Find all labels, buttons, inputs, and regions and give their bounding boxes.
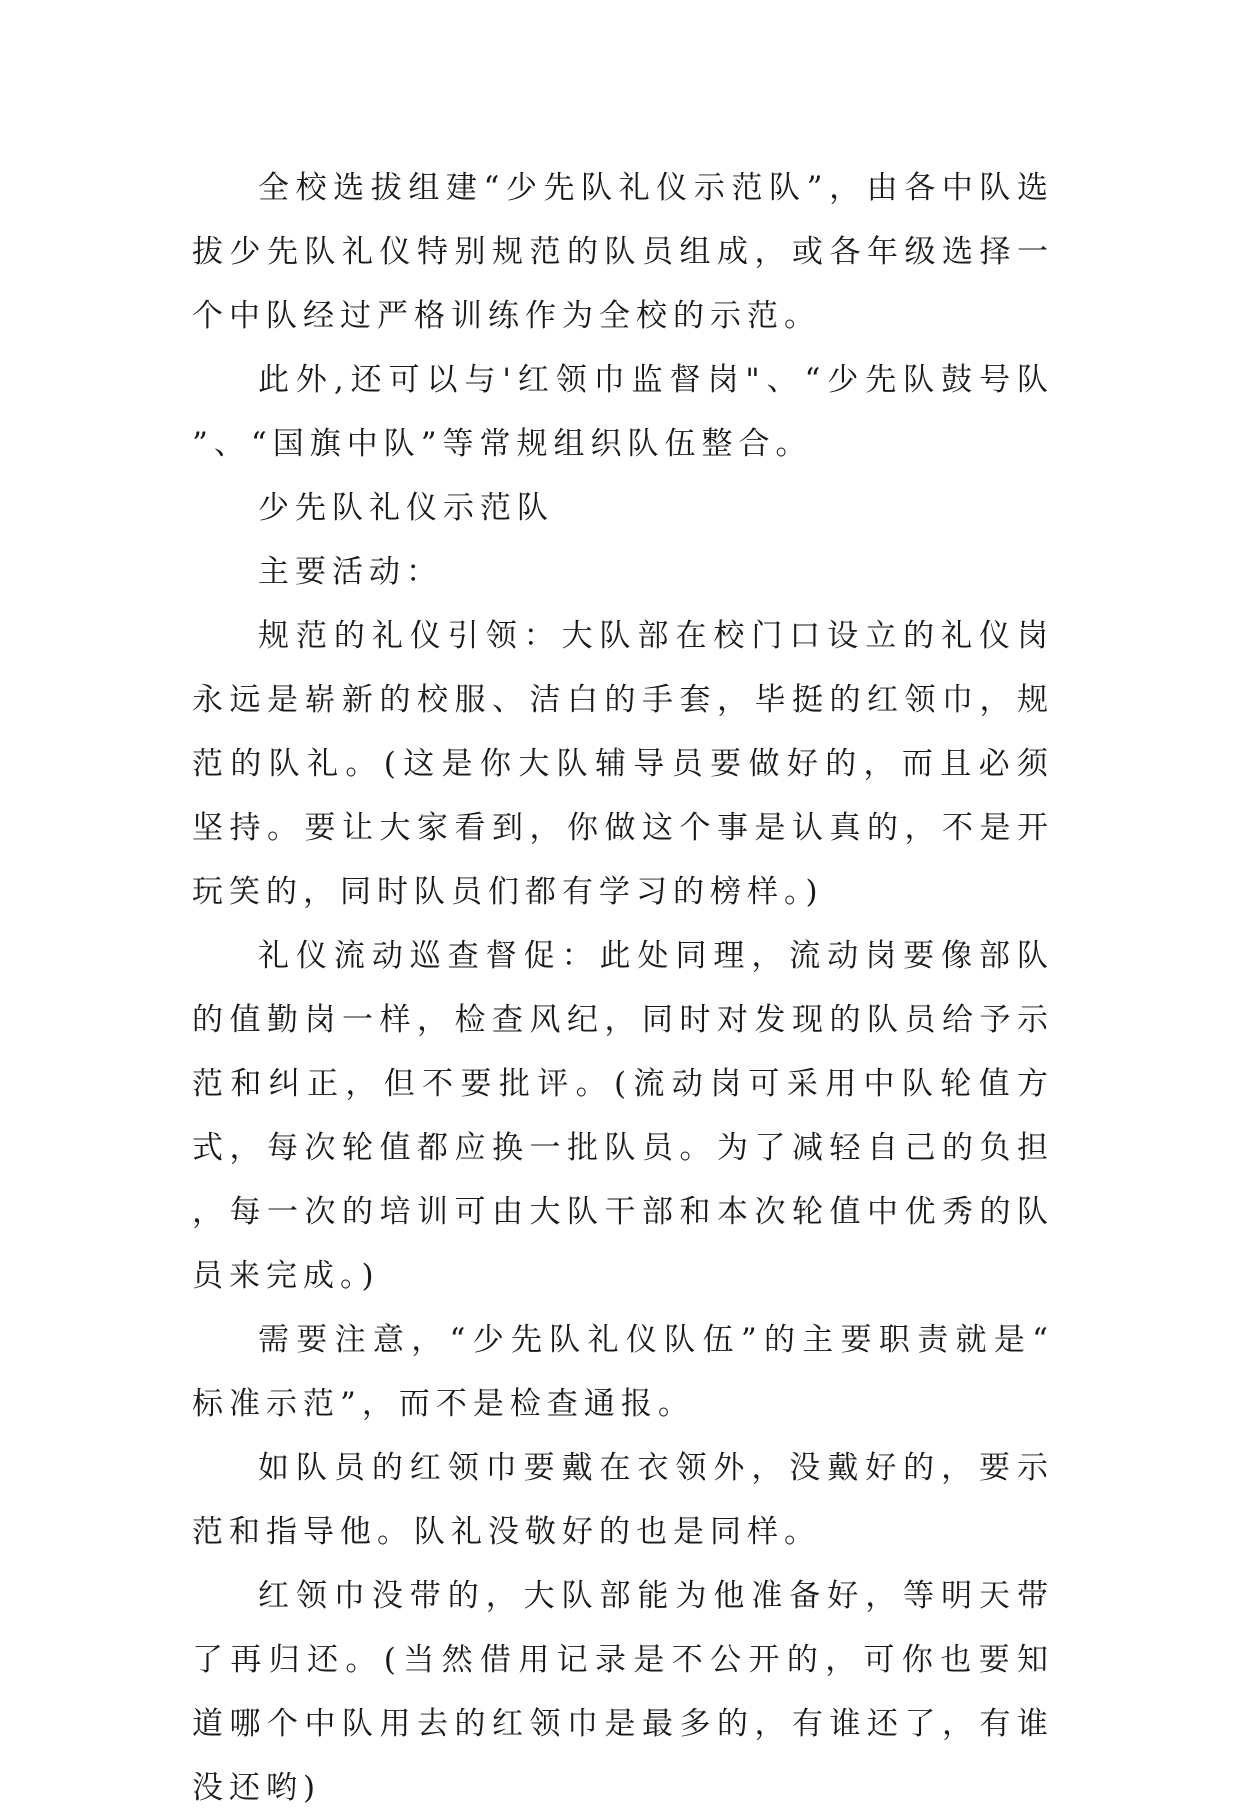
document-body xyxy=(192,156,1054,1820)
section-heading-main-activities: 主要活动： xyxy=(258,554,443,590)
paragraph-selection-team: 全校选拔组建“少先队礼仪示范队”，由各中队选拔少先队礼仪特别规范的队员组成，或各年级选择一个中队经过严格训练作为全校的示范。 xyxy=(192,170,1054,334)
paragraph-attention-note: 需要注意，“少先队礼仪队伍”的主要职责就是“标准示范”，而不是检查通报。 xyxy=(192,1322,1054,1422)
paragraph-etiquette-guidance: 规范的礼仪引领：大队部在校门口设立的礼仪岗永远是崭新的校服、洁白的手套，毕挺的红领巾，规范的队礼。(这是你大队辅导员要做好的，而且必须坚持。要让大家看到，你做这个事是认真的，不是开玩笑的，同时队员们都有学习的榜样。) xyxy=(192,618,1054,910)
paragraph-scarf-lending: 红领巾没带的，大队部能为他准备好，等明天带了再归还。(当然借用记录是不公开的，可你也要知道哪个中队用去的红领巾是最多的，有谁还了，有谁没还哟) xyxy=(192,1578,1054,1806)
paragraph-scarf-guidance: 如队员的红领巾要戴在衣领外，没戴好的，要示范和指导他。队礼没敬好的也是同样。 xyxy=(192,1450,1054,1550)
paragraph-patrol-supervision: 礼仪流动巡查督促：此处同理，流动岗要像部队的值勤岗一样，检查风纪，同时对发现的队员给予示范和纠正，但不要批评。(流动岗可采用中队轮值方式，每次轮值都应换一批队员。为了减轻自己的负担，每一次的培训可由大队干部和本次轮值中优秀的队员来完成。) xyxy=(192,938,1054,1294)
section-heading-etiquette-team: 少先队礼仪示范队 xyxy=(258,490,554,526)
paragraph-integration: 此外,还可以与'红领巾监督岗"、“少先队鼓号队”、“国旗中队”等常规组织队伍整合。 xyxy=(192,362,1054,462)
